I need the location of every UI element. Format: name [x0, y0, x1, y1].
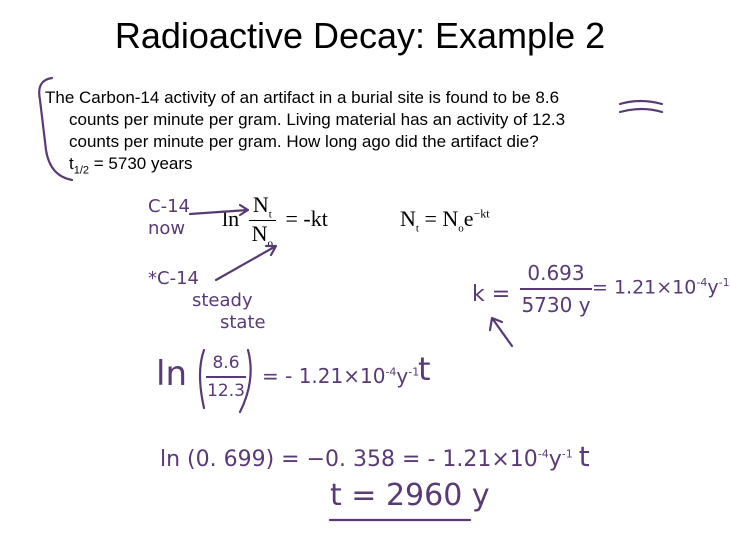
problem-line-1: The Carbon-14 activity of an artifact in a burial site is found to be 8.6: [45, 88, 560, 107]
c14-steady-label: *C-14: [148, 268, 199, 289]
bracket-stroke: [39, 78, 72, 180]
exp-lhs: N: [400, 206, 416, 231]
halflife-subscript: 1/2: [73, 164, 90, 177]
exp-e: e: [463, 206, 474, 231]
step2-t: t: [578, 440, 590, 473]
ln-symbol: ln: [222, 205, 240, 231]
step1-denominator: 12.3: [207, 381, 245, 401]
c14-now-label: C-14: [148, 196, 190, 217]
exp-lhs-sub: t: [415, 222, 419, 235]
step2-exponent: -4: [537, 447, 549, 461]
exp-exponent: −kt: [473, 206, 490, 221]
exp-equals: = N: [418, 206, 459, 231]
k-numerator: 0.693: [520, 258, 592, 290]
step1-rhs-value: = - 1.21×10: [262, 364, 386, 388]
step2-unit: y: [548, 447, 562, 472]
step1-t: t: [418, 350, 431, 388]
state-label: state: [220, 312, 266, 333]
step1-numerator: 8.6: [206, 350, 246, 378]
arrow-k-stroke: [490, 318, 512, 346]
answer: t = 2960 y: [330, 478, 490, 513]
now-label: now: [148, 218, 186, 239]
underline-stroke: [620, 101, 662, 112]
step1-exponent: -4: [385, 365, 397, 379]
step1-unit-exponent: -1: [408, 365, 420, 379]
numerator-n: N: [252, 192, 269, 217]
halflife-symbol: t: [69, 154, 74, 173]
step2-value: ln (0. 699) = −0. 358 = - 1.21×10: [160, 447, 538, 472]
steady-label: steady: [192, 290, 253, 311]
numerator-sub: t: [268, 208, 272, 221]
arrow-steady-stroke: [216, 246, 276, 280]
log-formula-rhs: = -kt: [285, 205, 328, 231]
step1-bracket-right: [240, 350, 251, 412]
k-result-value: = 1.21×10: [592, 276, 697, 299]
step1-bracket-left: [200, 350, 204, 408]
k-denominator: 5730 y: [521, 293, 591, 317]
problem-line-2: counts per minute per gram. Living material has an activity of 12.3: [69, 110, 566, 129]
step1-unit: y: [396, 364, 409, 388]
exp-n0-sub: o: [458, 222, 464, 235]
arrow-now-stroke: [190, 205, 248, 215]
step1-ln: ln: [156, 354, 187, 394]
denominator-sub: o: [267, 237, 274, 250]
k-result-exponent: -4: [696, 276, 708, 289]
k-result-unit: y: [707, 276, 719, 299]
problem-line-3: counts per minute per gram. How long ago did the artifact die?: [69, 132, 539, 151]
k-result-unit-exponent: -1: [718, 276, 730, 289]
k-label: k =: [472, 282, 511, 307]
halflife-value: = 5730 years: [89, 154, 193, 173]
denominator-n: N: [251, 221, 268, 247]
slide-title: Radioactive Decay: Example 2: [114, 15, 606, 56]
step2-unit-exponent: -1: [561, 447, 573, 461]
